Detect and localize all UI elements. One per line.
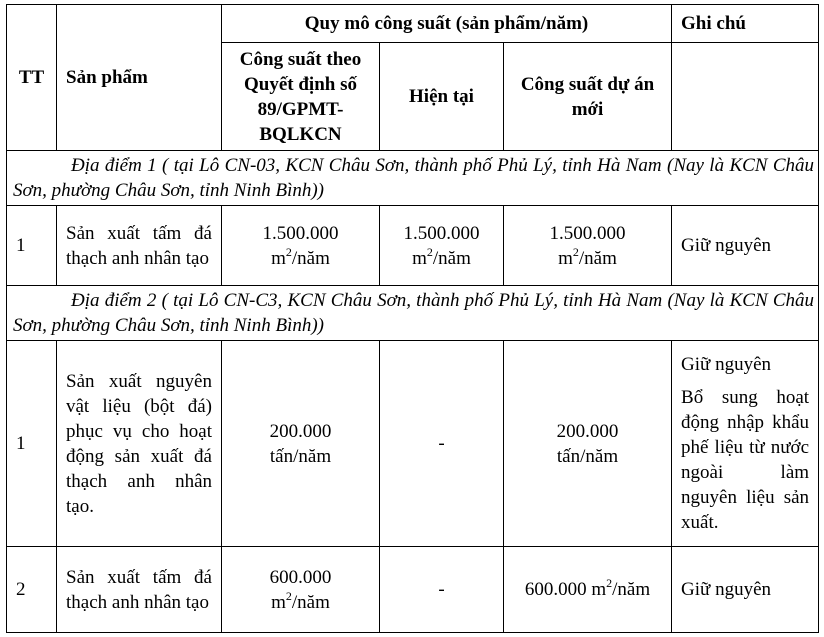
decision-unit-rest: /năm	[291, 247, 330, 269]
row-decision-capacity	[222, 341, 380, 547]
capacity-table	[6, 4, 819, 633]
decision-unit: tấn/năm	[269, 445, 332, 467]
row-new-capacity	[504, 547, 672, 633]
new-unit-rest: /năm	[612, 579, 651, 600]
header-row-1	[7, 5, 819, 43]
row-product: Sản xuất tấm đá thạch anh nhân tạo	[57, 547, 222, 633]
new-unit-sup: 2	[572, 244, 579, 259]
location-1-heading: Địa điểm 1 ( tại Lô CN-03, KCN Châu Sơn, thành phố Phủ Lý, tỉnh Hà Nam (Nay là KCN Châu Sơn, phường Châu Sơn, tỉnh Ninh Bình))	[7, 151, 819, 206]
note-supplement: Bổ sung hoạt động nhập khẩu phế liệu từ nước ngoài làm nguyên liệu sản xuất.	[681, 387, 810, 533]
header-note: Ghi chú	[672, 5, 819, 43]
new-value: 1.500.000	[549, 222, 626, 244]
header-new-capacity: Công suất dự án mới	[504, 43, 672, 151]
decision-unit-sup: 2	[285, 244, 292, 259]
header-product: Sản phẩm	[57, 5, 222, 151]
decision-unit: m	[271, 247, 286, 269]
current-unit: m	[412, 247, 427, 269]
row-note: Giữ nguyên	[672, 206, 819, 286]
row-new-capacity	[504, 341, 672, 547]
location-1-row	[7, 151, 819, 206]
row-tt: 1	[7, 206, 57, 286]
row-new-capacity	[504, 206, 672, 286]
current-unit-sup: 2	[426, 244, 433, 259]
row-product: Sản xuất tấm đá thạch anh nhân tạo	[57, 206, 222, 286]
table-row	[7, 341, 819, 547]
row-tt: 2	[7, 547, 57, 633]
row-tt: 1	[7, 341, 57, 547]
current-value: 1.500.000	[403, 222, 480, 244]
row-product: Sản xuất nguyên vật liệu (bột đá) phục vụ cho hoạt động sản xuất đá thạch anh nhân tạo.	[57, 341, 222, 547]
decision-unit-rest: /năm	[291, 591, 330, 613]
current-unit-rest: /năm	[432, 247, 471, 269]
row-decision-capacity	[222, 206, 380, 286]
row-current-capacity: -	[380, 341, 504, 547]
table-row	[7, 547, 819, 633]
row-note	[672, 341, 819, 547]
row-note: Giữ nguyên	[672, 547, 819, 633]
new-value: 200.000	[556, 420, 619, 442]
header-scale-group: Quy mô công suất (sản phẩm/năm)	[222, 5, 672, 43]
note-keep: Giữ nguyên	[681, 354, 772, 375]
new-value: 600.000 m	[524, 579, 607, 600]
location-2-row	[7, 286, 819, 341]
header-tt: TT	[7, 5, 57, 151]
new-unit-sup: 2	[606, 576, 613, 590]
header-note-empty	[672, 43, 819, 151]
row-current-capacity	[380, 206, 504, 286]
row-current-capacity: -	[380, 547, 504, 633]
header-current: Hiện tại	[380, 43, 504, 151]
decision-unit: m	[271, 591, 286, 613]
decision-value: 1.500.000	[262, 222, 339, 244]
new-unit: tấn/năm	[556, 445, 619, 467]
location-2-heading: Địa điểm 2 ( tại Lô CN-C3, KCN Châu Sơn, thành phố Phủ Lý, tỉnh Hà Nam (Nay là KCN Châu Sơn, phường Châu Sơn, tỉnh Ninh Bình))	[7, 286, 819, 341]
decision-value: 600.000	[269, 566, 332, 588]
decision-unit-sup: 2	[285, 588, 292, 603]
row-decision-capacity	[222, 547, 380, 633]
new-unit-rest: /năm	[578, 247, 617, 269]
decision-value: 200.000	[269, 420, 332, 442]
table-row	[7, 206, 819, 286]
new-unit: m	[558, 247, 573, 269]
header-capacity-decision: Công suất theo Quyết định số 89/GPMT-BQLKCN	[222, 43, 380, 151]
